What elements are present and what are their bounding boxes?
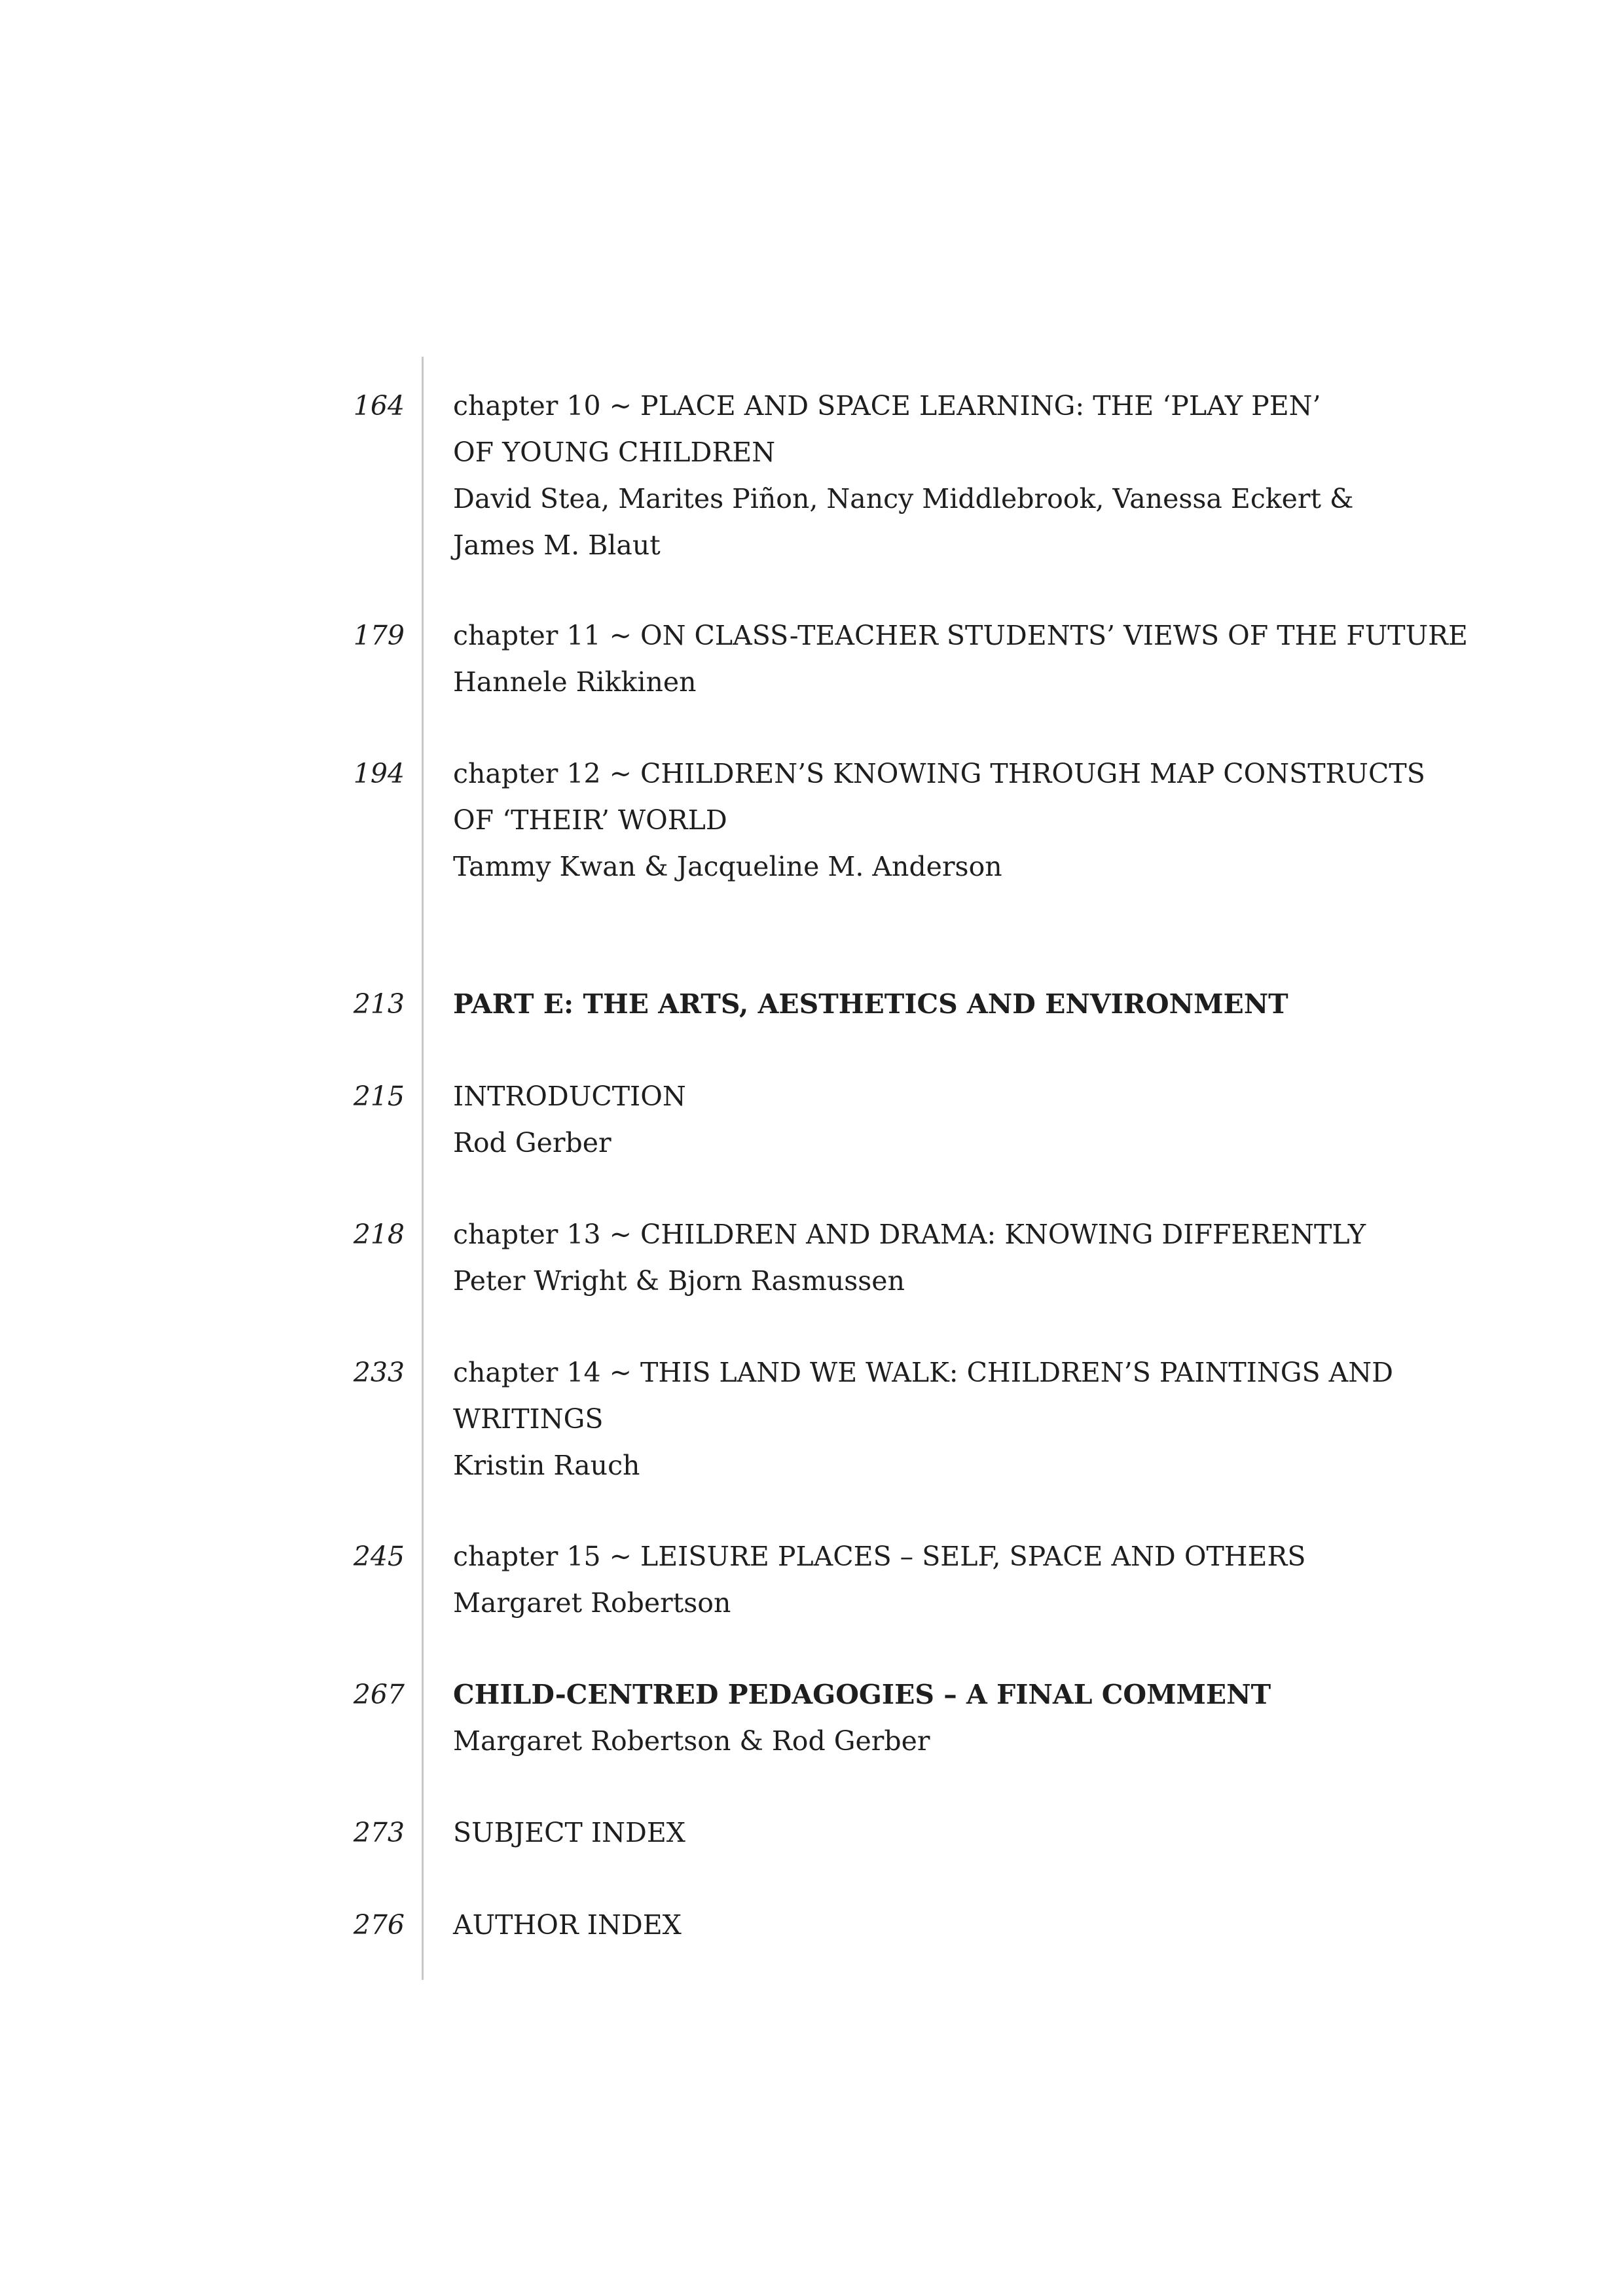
chapter-title-line: chapter 14 ~ THIS LAND WE WALK: CHILDREN’S PAINTINGS AND (453, 1357, 1393, 1388)
toc-entry-text (453, 1350, 1402, 1489)
chapter-title-line: chapter 15 ~ LEISURE PLACES – SELF, SPACE AND OTHERS (453, 1541, 1306, 1572)
toc-page-number: 215 (353, 1081, 405, 1112)
toc-page-number: 164 (353, 390, 405, 422)
toc-divider-rule (422, 357, 424, 1980)
toc-entry-text (453, 1073, 1402, 1166)
toc-page-number: 273 (353, 1817, 405, 1848)
toc-page-number: 218 (353, 1219, 405, 1250)
toc-entry-text (453, 1902, 1402, 1948)
toc-entry-text (453, 383, 1402, 569)
chapter-title-line: chapter 12 ~ CHILDREN’S KNOWING THROUGH MAP CONSTRUCTS (453, 758, 1425, 789)
chapter-authors: David Stea, Marites Piñon, Nancy Middlebrook, Vanessa Eckert & (453, 483, 1354, 514)
chapter-title-line: AUTHOR INDEX (453, 1909, 682, 1941)
chapter-authors: Hannele Rikkinen (453, 666, 697, 698)
chapter-authors: Tammy Kwan & Jacqueline M. Anderson (453, 851, 1002, 882)
chapter-authors: Margaret Robertson (453, 1587, 731, 1619)
chapter-authors: Margaret Robertson & Rod Gerber (453, 1725, 930, 1757)
toc-entry-text (453, 1211, 1402, 1304)
chapter-title-line: OF ‘THEIR’ WORLD (453, 804, 727, 836)
toc-page-number: 267 (353, 1679, 405, 1710)
toc-page-number: 233 (353, 1357, 405, 1388)
chapter-authors: James M. Blaut (453, 529, 661, 561)
chapter-title-line: chapter 13 ~ CHILDREN AND DRAMA: KNOWING DIFFERENTLY (453, 1219, 1366, 1250)
toc-page-number: 276 (353, 1909, 405, 1941)
chapter-title-line: CHILD-CENTRED PEDAGOGIES – A FINAL COMMENT (453, 1679, 1271, 1710)
toc-entry-text (453, 751, 1425, 890)
chapter-title-line: SUBJECT INDEX (453, 1817, 685, 1848)
toc-entry-text (453, 613, 1468, 706)
toc-page-number: 179 (353, 620, 405, 651)
chapter-title-line: chapter 11 ~ ON CLASS-TEACHER STUDENTS’ VIEWS OF THE FUTURE (453, 620, 1468, 651)
toc-page-number: 194 (353, 758, 405, 789)
chapter-title-line: WRITINGS (453, 1403, 604, 1435)
toc-entry-text (453, 981, 1402, 1028)
part-heading: PART E: THE ARTS, AESTHETICS AND ENVIRONMENT (453, 988, 1288, 1020)
toc-page-number: 213 (353, 988, 405, 1020)
chapter-title-line: chapter 10 ~ PLACE AND SPACE LEARNING: THE ‘PLAY PEN’ (453, 390, 1321, 422)
chapter-authors: Rod Gerber (453, 1127, 611, 1158)
chapter-title-line: INTRODUCTION (453, 1081, 686, 1112)
chapter-authors: Kristin Rauch (453, 1450, 640, 1481)
toc-page-number: 245 (353, 1541, 405, 1572)
chapter-title-line: OF YOUNG CHILDREN (453, 437, 776, 468)
toc-entry-text (453, 1672, 1402, 1765)
toc-entry-text (453, 1534, 1402, 1626)
chapter-authors: Peter Wright & Bjorn Rasmussen (453, 1265, 905, 1297)
toc-entry-text (453, 1810, 1402, 1856)
